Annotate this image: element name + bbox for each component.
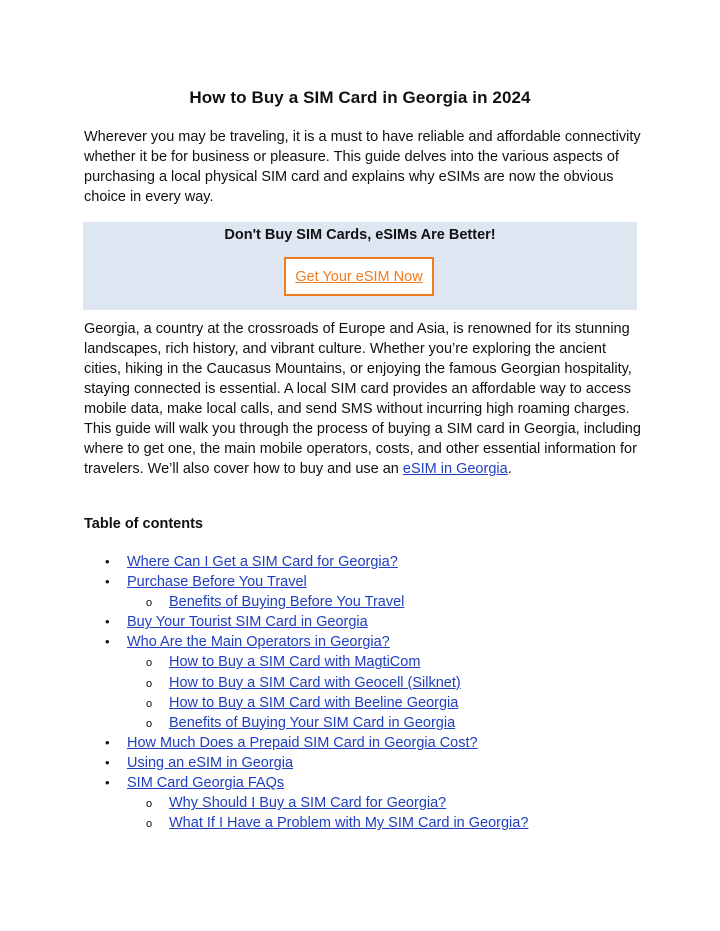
circle-bullet-icon: o [146, 657, 153, 670]
esim-callout-box [83, 222, 637, 310]
toc-item [0, 673, 720, 693]
toc-link[interactable]: Benefits of Buying Before You Travel [169, 594, 405, 611]
toc-link[interactable]: How Much Does a Prepaid SIM Card in Georgia Cost? [127, 734, 478, 751]
callout-heading: Don't Buy SIM Cards, eSIMs Are Better! [224, 227, 496, 243]
body-paragraph [84, 319, 644, 479]
toc-item [0, 592, 720, 612]
toc-link[interactable]: Buy Your Tourist SIM Card in Georgia [127, 614, 368, 631]
body-text-after-link: . [507, 461, 512, 477]
toc-link[interactable]: Purchase Before You Travel [127, 574, 307, 591]
bullet-icon: • [105, 634, 110, 650]
toc-item [0, 552, 720, 572]
circle-bullet-icon: o [146, 677, 153, 690]
toc-link[interactable]: Why Should I Buy a SIM Card for Georgia? [169, 795, 447, 812]
toc-item [0, 713, 720, 733]
bullet-icon: • [105, 574, 110, 590]
toc-item [0, 652, 720, 672]
toc-item [0, 773, 720, 793]
bullet-icon: • [105, 554, 110, 569]
toc-item [0, 813, 720, 833]
esim-georgia-link[interactable]: eSIM in Georgia [402, 461, 508, 477]
toc-item [0, 753, 720, 773]
body-text-before-link: Georgia, a country at the crossroads of Europe and Asia, is renowned for its stunning landscapes, rich history, and vibrant culture. Whether you’re exploring the ancient cities, hiking in the Caucasus Mountains, or enjoying the famous Georgian hospitality, staying connected is essential. A local SIM card provides an affordable way to access mobile data, make local calls, and send SMS without incurring high roaming charges. This guide will walk you through the process of buying a SIM card in Georgia, including where to get one, the main mobile operators, costs, and other essential information for travelers. We’ll also cover how to buy and use an [84, 321, 641, 477]
circle-bullet-icon: o [146, 597, 153, 610]
bullet-icon: • [105, 734, 110, 750]
get-esim-button[interactable]: Get Your eSIM Now [284, 257, 434, 296]
toc-link[interactable]: Who Are the Main Operators in Georgia? [127, 634, 390, 651]
circle-bullet-icon: o [146, 818, 153, 831]
toc-link[interactable]: Where Can I Get a SIM Card for Georgia? [127, 554, 398, 570]
toc-link[interactable]: What If I Have a Problem with My SIM Card in Georgia? [169, 815, 529, 832]
page-title: How to Buy a SIM Card in Georgia in 2024 [189, 88, 531, 107]
circle-bullet-icon: o [146, 717, 153, 730]
toc-link[interactable]: Using an eSIM in Georgia [127, 754, 294, 771]
bullet-icon: • [105, 775, 110, 791]
toc-link[interactable]: How to Buy a SIM Card with Geocell (Silknet) [169, 674, 461, 691]
bullet-icon: • [105, 614, 110, 630]
toc-link[interactable]: Benefits of Buying Your SIM Card in Georgia [169, 714, 456, 731]
toc-link[interactable]: How to Buy a SIM Card with MagtiCom [169, 654, 421, 671]
circle-bullet-icon: o [146, 697, 153, 710]
toc-item [0, 612, 720, 632]
intro-paragraph: Wherever you may be traveling, it is a must to have reliable and affordable connectivity whether it be for business or pleasure. This guide delves into the various aspects of purchasing a local physical SIM card and explains why eSIMs are now the obvious choice in every way. [84, 129, 641, 205]
toc-heading: Table of contents [84, 516, 203, 532]
bullet-icon: • [105, 754, 110, 770]
toc-item [0, 693, 720, 713]
toc-item [0, 793, 720, 813]
circle-bullet-icon: o [146, 798, 153, 811]
toc-link[interactable]: How to Buy a SIM Card with Beeline Georgia [169, 694, 459, 711]
toc-item [0, 572, 720, 592]
toc-item [0, 733, 720, 753]
toc-link[interactable]: SIM Card Georgia FAQs [127, 775, 285, 792]
toc-item [0, 632, 720, 652]
table-of-contents [0, 552, 720, 833]
